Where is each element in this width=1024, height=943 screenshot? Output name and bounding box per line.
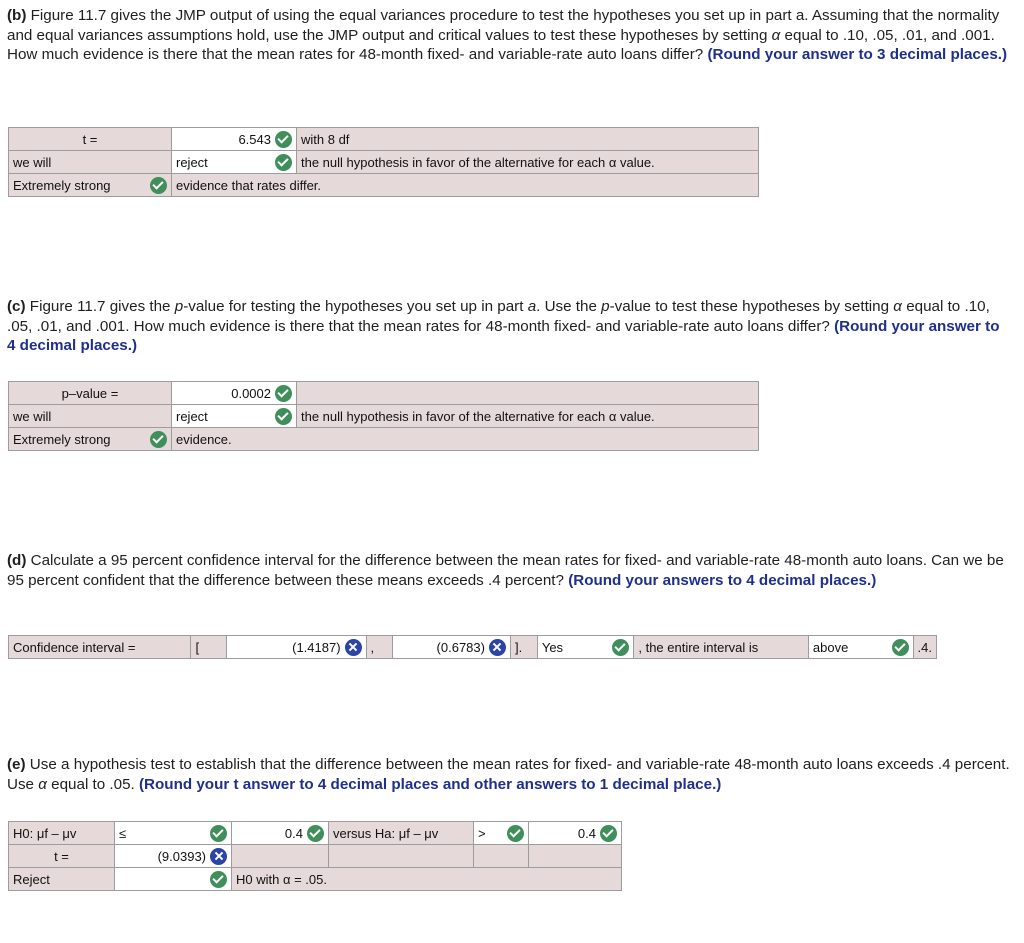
t-label: t = [9,845,115,868]
a-word: a [527,298,537,315]
ha-value-cell[interactable] [529,822,622,845]
decision-text: the null hypothesis in favor of the alternative for each α value. [297,151,759,174]
h0-value-input[interactable]: 0.4 [284,825,303,841]
decision-check-cell [115,868,232,891]
x-icon [345,639,362,656]
p-value-label: p–value = [9,382,172,405]
check-icon [275,385,292,402]
interval-text: , the entire interval is [634,636,809,659]
question-text-a: Use a hypothesis test to establish that the difference between the mean rates for fixed- and variable-rate 48-month auto loans exceeds .4 percent. Use [7,756,1010,793]
question-text: Calculate a 95 percent confidence interval for the difference between the mean rates for fixed- and variable-rate 48-month auto loans. Can we be 95 percent confident that the difference between these means exceeds .4 percent? [7,552,1004,589]
p-value-input[interactable]: 0.0002 [231,385,271,401]
check-icon [507,825,524,842]
alpha-symbol: α [893,298,902,315]
check-icon [892,639,909,656]
p-value-cell[interactable] [172,382,297,405]
empty-cell [329,845,474,868]
x-icon [210,848,227,865]
ha-sign-value[interactable]: > [478,825,486,841]
close-bracket: ]. [510,636,537,659]
t-value-input[interactable]: 6.543 [238,131,271,147]
answer-table-d [8,635,937,659]
question-text-c: . Use the [536,298,597,315]
upper-bound-cell[interactable] [393,636,511,659]
check-icon [150,431,167,448]
rounding-note: (Round your t answer to 4 decimal places and other answers to 1 decimal place.) [139,775,722,793]
check-icon [275,408,292,425]
check-icon [600,825,617,842]
part-label: (d) [7,552,27,569]
ha-label: versus Ha: μf – μv [329,822,474,845]
evidence-select[interactable] [9,428,172,451]
h0-sign-select[interactable] [115,822,232,845]
decision-text: H0 with α = .05. [232,868,622,891]
empty-cell [232,845,329,868]
decision-value[interactable]: reject [176,154,208,170]
h0-sign-value[interactable]: ≤ [119,825,127,841]
t-value-input[interactable]: (9.0393) [157,848,206,864]
x-icon [489,639,506,656]
comma: , [366,636,393,659]
empty-cell [474,845,529,868]
question-text-a: Figure 11.7 gives the [29,298,171,315]
decision-select[interactable] [172,151,297,174]
check-icon [612,639,629,656]
answer-table-c [8,381,759,451]
question-text-d: -value to test these hypotheses by setting [609,298,890,315]
decision-select[interactable] [172,405,297,428]
end-text: .4. [913,636,936,659]
decision-value[interactable]: Reject [13,871,50,887]
check-icon [307,825,324,842]
part-label: (e) [7,756,26,773]
yes-no-value[interactable]: Yes [541,639,564,655]
check-icon [150,177,167,194]
check-icon [275,131,292,148]
ha-value-input[interactable]: 0.4 [577,825,596,841]
rounding-note: (Round your answer to 4 decimal places.) [7,317,1000,354]
rounding-note: (Round your answer to 3 decimal places.) [707,46,1008,63]
question-text: Figure 11.7 gives the JMP output of using the equal variances procedure to test the hypotheses you set up in part a. Assuming that the normality and equal variances assumptions hold, use the JMP output and critical values to test these hypotheses by setting [7,7,1000,44]
lower-bound-input[interactable]: (1.4187) [292,639,341,655]
check-icon [210,825,227,842]
ci-label: Confidence interval = [9,636,191,659]
h0-label: H0: μf – μv [9,822,115,845]
df-text: with 8 df [297,128,759,151]
evidence-value[interactable]: Extremely strong [13,177,111,193]
t-value-cell[interactable] [172,128,297,151]
t-label: t = [9,128,172,151]
question-part-d [7,551,1012,590]
empty-cell [529,845,622,868]
question-text-b: -value for testing the hypotheses you set up in part [183,298,524,315]
part-label: (b) [7,7,27,24]
question-text-b: equal to .05. [51,775,135,793]
yes-no-select[interactable] [537,636,634,659]
upper-bound-input[interactable]: (0.6783) [436,639,485,655]
decision-select[interactable] [9,868,115,891]
h0-value-cell[interactable] [232,822,329,845]
we-will-label: we will [9,151,172,174]
t-value-cell[interactable] [115,845,232,868]
ha-sign-select[interactable] [474,822,529,845]
evidence-select[interactable] [9,174,172,197]
position-value[interactable]: above [812,639,849,655]
check-icon [275,154,292,171]
we-will-label: we will [9,405,172,428]
question-part-c [7,297,1012,356]
decision-text: the null hypothesis in favor of the alternative for each α value. [297,405,759,428]
evidence-text: evidence. [172,428,759,451]
rounding-note: (Round your answers to 4 decimal places.) [568,571,877,589]
question-part-b [7,6,1012,65]
p-word: p [174,298,184,315]
question-text-cont: equal to .10, .05, .01, and .001. How much evidence is there that the mean rates for 48-month fixed- and variable-rate auto loans differ? [7,298,990,335]
position-select[interactable] [808,636,913,659]
alpha-symbol: α [771,26,781,44]
evidence-text: evidence that rates differ. [172,174,759,197]
answer-table-e [8,821,622,891]
part-label: (c) [7,298,26,315]
decision-value[interactable]: reject [176,408,208,424]
p-word-2: p [601,298,610,315]
question-part-e [7,755,1012,794]
question-text-cont: equal to .10, .05, .01, and .001. How much evidence is there that the mean rates for 48-month fixed- and variable-rate auto loans differ? [7,26,995,63]
answer-table-b [8,127,759,197]
alpha-symbol: α [38,775,47,793]
empty-cell [297,382,759,405]
lower-bound-cell[interactable] [227,636,366,659]
evidence-value[interactable]: Extremely strong [13,431,111,447]
open-bracket: [ [191,636,227,659]
check-icon [210,871,227,888]
